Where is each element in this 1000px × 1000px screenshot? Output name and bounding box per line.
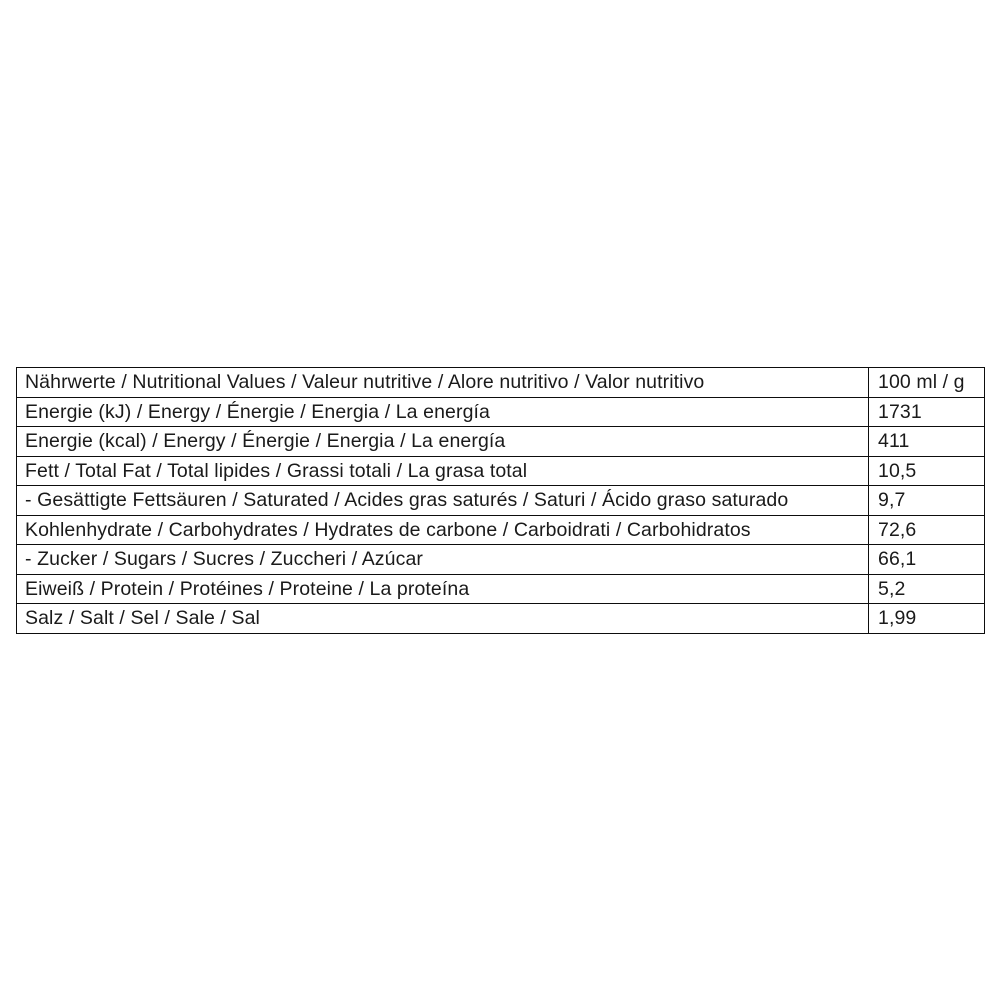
- row-label: Salz / Salt / Sel / Sale / Sal: [17, 604, 869, 634]
- nutrition-table-container: [16, 367, 984, 634]
- table-header-label: Nährwerte / Nutritional Values / Valeur nutritive / Alore nutritivo / Valor nutritivo: [17, 368, 869, 398]
- table-row: [17, 486, 985, 516]
- row-value: 10,5: [869, 456, 985, 486]
- row-value: 411: [869, 427, 985, 457]
- row-value: 66,1: [869, 545, 985, 575]
- table-row: [17, 604, 985, 634]
- table-header-value: 100 ml / g: [869, 368, 985, 398]
- nutrition-facts-table: [16, 367, 985, 634]
- table-row: [17, 515, 985, 545]
- row-value: 1,99: [869, 604, 985, 634]
- table-header-row: [17, 368, 985, 398]
- row-value: 9,7: [869, 486, 985, 516]
- table-row: [17, 397, 985, 427]
- row-label: Fett / Total Fat / Total lipides / Grassi totali / La grasa total: [17, 456, 869, 486]
- row-label: Eiweiß / Protein / Protéines / Proteine / La proteína: [17, 574, 869, 604]
- row-label: Kohlenhydrate / Carbohydrates / Hydrates de carbone / Carboidrati / Carbohidratos: [17, 515, 869, 545]
- row-label: Energie (kcal) / Energy / Énergie / Energia / La energía: [17, 427, 869, 457]
- row-value: 1731: [869, 397, 985, 427]
- row-label: - Zucker / Sugars / Sucres / Zuccheri / Azúcar: [17, 545, 869, 575]
- table-row: [17, 545, 985, 575]
- row-value: 5,2: [869, 574, 985, 604]
- row-value: 72,6: [869, 515, 985, 545]
- row-label: Energie (kJ) / Energy / Énergie / Energia / La energía: [17, 397, 869, 427]
- row-label: - Gesättigte Fettsäuren / Saturated / Acides gras saturés / Saturi / Ácido graso saturado: [17, 486, 869, 516]
- table-row: [17, 456, 985, 486]
- table-row: [17, 574, 985, 604]
- table-row: [17, 427, 985, 457]
